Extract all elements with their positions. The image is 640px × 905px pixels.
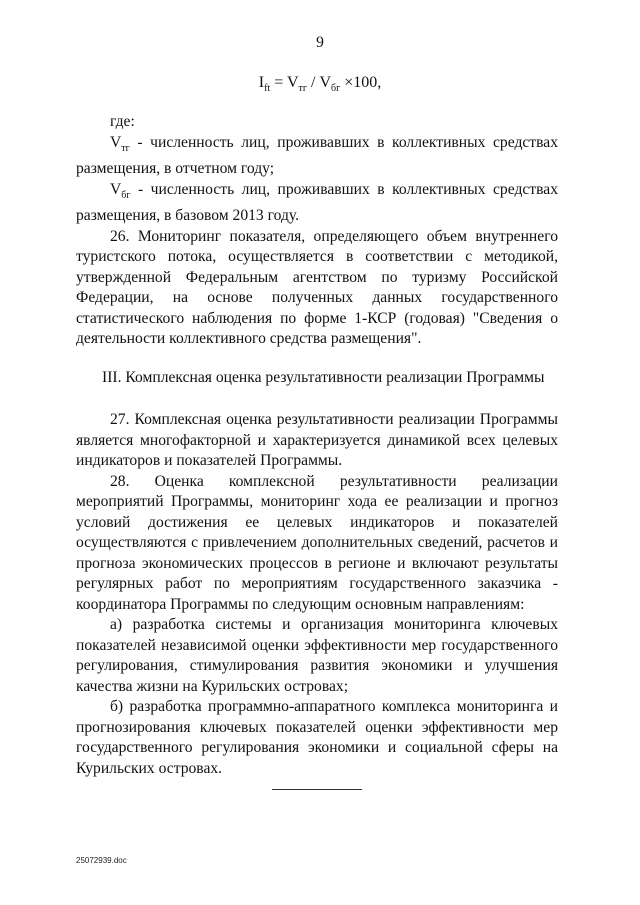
formula-lhs-sub: ft bbox=[264, 83, 271, 95]
footer-filename: 25072939.doc bbox=[76, 856, 127, 865]
definition-vtg bbox=[76, 133, 558, 180]
page-number: 9 bbox=[316, 34, 324, 51]
formula-lhs: I bbox=[258, 74, 265, 91]
definition-text: - численность лиц, проживавших в коллективных средствах размещения, в базовом 2013 году. bbox=[76, 180, 558, 225]
separator-line bbox=[272, 789, 362, 790]
definition-text: - численность лиц, проживавших в коллективных средствах размещения, в отчетном году; bbox=[76, 133, 558, 178]
definition-symbol: V bbox=[110, 133, 122, 151]
definition-subscript: бг bbox=[121, 189, 131, 201]
list-item-b: б) разработка программно-аппаратного комплекса мониторинга и прогнозирования ключевых показателей оценки эффективности мер государственного регулирования экономики и социальной сферы на Курильских островах. bbox=[76, 698, 558, 777]
formula: $I_{ft} = V_{тг} / V_{бг} \times 100$, bbox=[258, 74, 382, 95]
paragraph-27: 27. Комплексная оценка результативности реализации Программы является многофакторной и характеризуется динамикой всех целевых индикаторов и показателей Программы. bbox=[76, 411, 558, 470]
definition-vbg bbox=[76, 180, 558, 227]
formula-tail: ×100, bbox=[344, 74, 382, 91]
formula-v1: V bbox=[286, 74, 299, 91]
paragraph-28: 28. Оценка комплексной результативности реализации мероприятий Программы, мониторинг хода ее реализации и прогноз условий достижения ее целевых индикаторов и показателей осуществляются с привлечением дополнительных сведений, расчетов и прогноза экономических процессов в регионе и включают результаты регулярных работ по мероприятиям государственного заказчика - координатора Программы по следующим основным направлениям: bbox=[76, 472, 558, 613]
document-body bbox=[76, 112, 558, 779]
formula-v2: V bbox=[319, 74, 331, 91]
section-heading: III. Комплексная оценка результативности реализации Программы bbox=[102, 368, 545, 386]
paragraph-26: 26. Мониторинг показателя, определяющего объем внутреннего туристского потока, осуществляется в соответствии с методикой, утвержденной Федеральным агентством по туризму Российской Федерации, на основе полученных данных государственного статистического наблюдения по форме 1-КСР (годовая) "Сведения о деятельности коллективного средства размещения". bbox=[76, 227, 558, 348]
formula-v2-sub: бг bbox=[331, 83, 341, 95]
list-item-a: а) разработка системы и организация мониторинга ключевых показателей независимой оценки эффективности мер государственного регулирования, стимулирования развития экономики и улучшения качества жизни на Курильских островах; bbox=[76, 616, 558, 695]
where-label: где: bbox=[110, 113, 135, 130]
definition-symbol: V bbox=[110, 180, 122, 198]
definition-subscript: тг bbox=[121, 142, 130, 154]
formula-v1-sub: тг bbox=[298, 83, 307, 95]
